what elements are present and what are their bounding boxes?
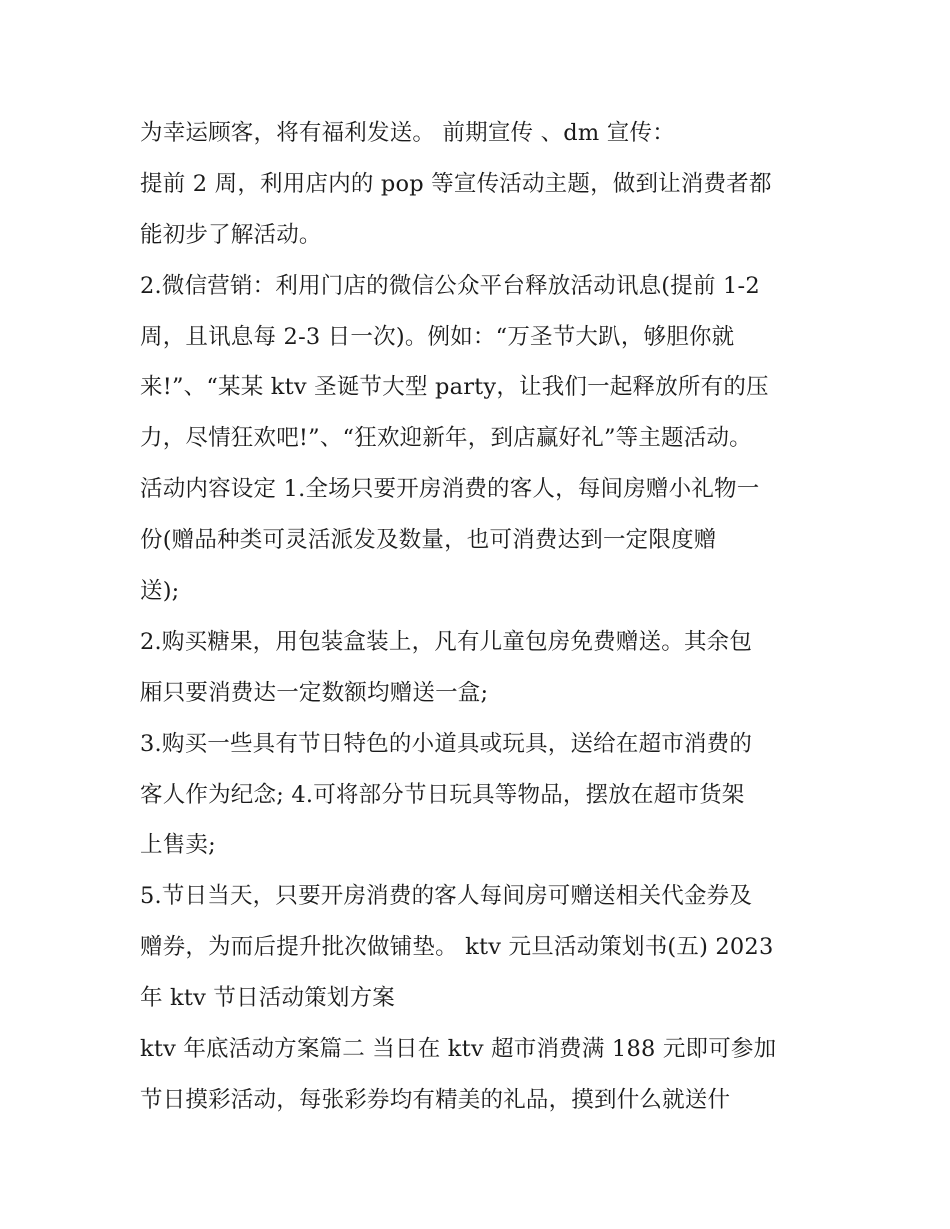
text-line: 份(赠品种类可灵活派发及数量，也可消费达到一定限度赠	[140, 527, 717, 554]
body-text	[140, 108, 820, 1126]
text-line: 能初步了解活动。	[140, 221, 322, 248]
text-line: 2.微信营销：利用门店的微信公众平台释放活动讯息(提前 1-2	[140, 272, 760, 299]
text-line: 来!”、“某某 ktv 圣诞节大型 party，让我们一起释放所有的压	[140, 374, 769, 401]
text-line: 上售卖;	[140, 832, 216, 859]
text-line: 力，尽情狂欢吧!”、“狂欢迎新年，到店赢好礼”等主题活动。	[140, 425, 752, 452]
text-line: 厢只要消费达一定数额均赠送一盒;	[140, 679, 489, 706]
text-line: ktv 年底活动方案篇二 当日在 ktv 超市消费满 188 元即可参加	[140, 1036, 777, 1063]
text-line: 年 ktv 节日活动策划方案	[140, 985, 395, 1012]
text-line: 2.购买糖果，用包装盒装上，凡有儿童包房免费赠送。其余包	[140, 628, 753, 655]
text-line: 送);	[140, 578, 180, 605]
text-line: 客人作为纪念; 4.可将部分节日玩具等物品，摆放在超市货架	[140, 781, 745, 808]
text-line: 3.购买一些具有节日特色的小道具或玩具，送给在超市消费的	[140, 730, 753, 757]
text-line: 提前 2 周，利用店内的 pop 等宣传活动主题，做到让消费者都	[140, 170, 772, 197]
text-line: 为幸运顾客，将有福利发送。 前期宣传 、dm 宣传：	[140, 120, 675, 146]
text-line: 活动内容设定 1.全场只要开房消费的客人，每间房赠小礼物一	[140, 476, 760, 503]
text-line: 节日摸彩活动，每张彩券均有精美的礼品，摸到什么就送什	[140, 1086, 731, 1113]
text-line: 5.节日当天，只要开房消费的客人每间房可赠送相关代金券及	[140, 883, 753, 910]
text-line: 赠券，为而后提升批次做铺垫。 ktv 元旦活动策划书(五) 2023	[140, 934, 774, 961]
text-line: 周，且讯息每 2-3 日一次)。例如：“万圣节大趴，够胆你就	[140, 323, 735, 350]
